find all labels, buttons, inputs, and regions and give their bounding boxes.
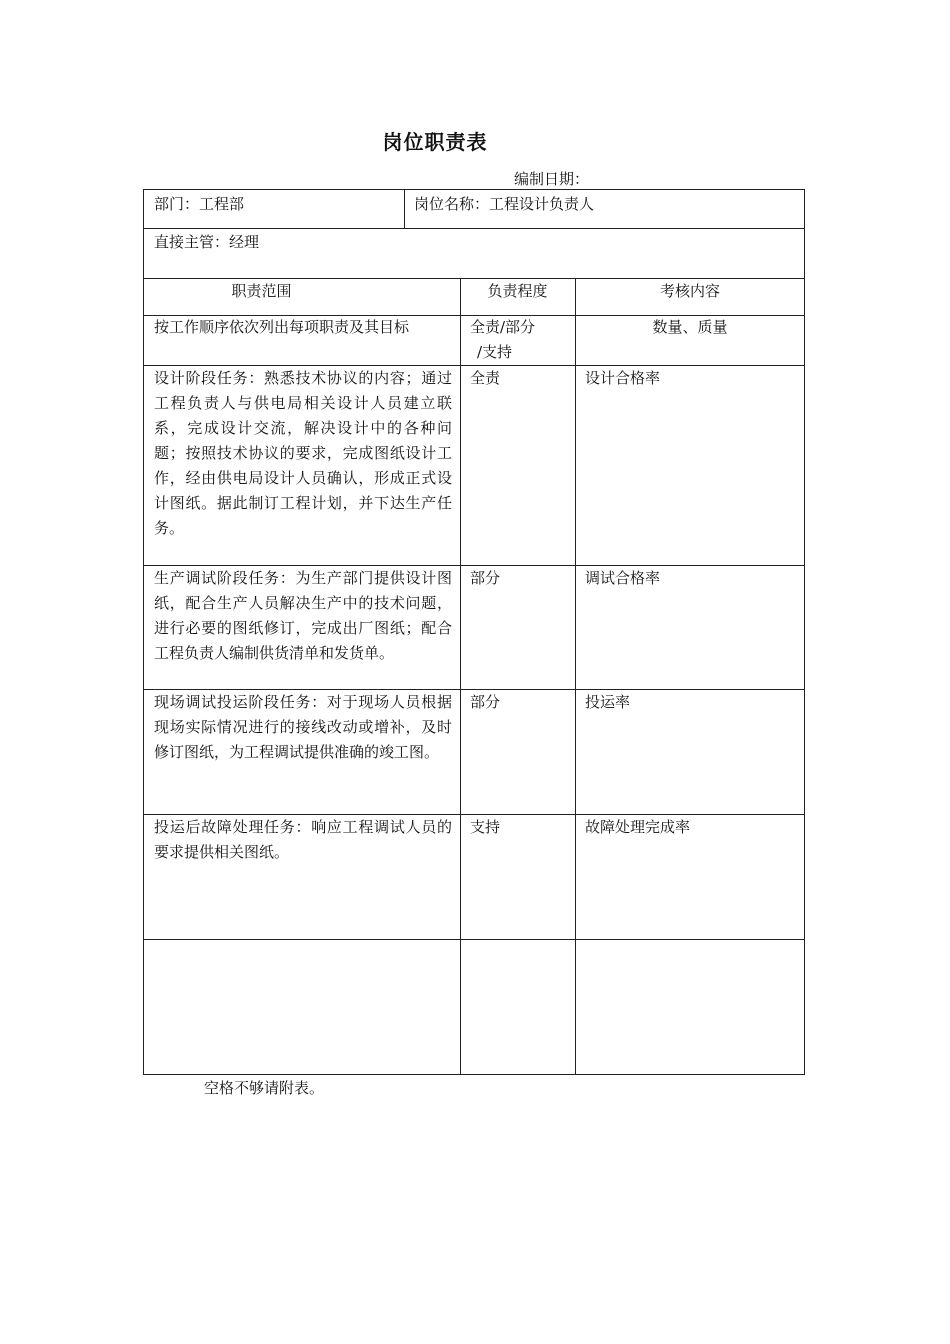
instruction-degree-line2: /支持	[477, 343, 513, 361]
duty-assessment: 设计合格率	[585, 369, 661, 387]
header-degree: 负责程度	[487, 282, 548, 300]
duty-assessment: 投运率	[585, 693, 631, 711]
duty-assessment: 调试合格率	[585, 569, 661, 587]
column-divider	[460, 278, 461, 1075]
duty-degree: 支持	[470, 818, 501, 836]
instruction-scope: 按工作顺序依次列出每项职责及其目标	[154, 318, 410, 336]
duty-scope: 投运后故障处理任务：响应工程调试人员的要求提供相关图纸。	[154, 818, 452, 861]
date-label: 编制日期：	[514, 170, 590, 188]
position-field: 岗位名称：工程设计负责人	[414, 195, 595, 213]
column-divider	[404, 190, 405, 228]
header-assessment: 考核内容	[659, 282, 720, 300]
empty-cell	[144, 940, 460, 1075]
footer-note: 空格不够请附表。	[204, 1079, 325, 1097]
duty-scope: 生产调试阶段任务：为生产部门提供设计图纸，配合生产人员解决生产中的技术问题，进行必要的图纸修订，完成出厂图纸；配合工程负责人编制供货清单和发货单。	[154, 569, 452, 662]
instruction-degree-line1: 全责/部分	[470, 318, 536, 336]
duty-scope: 现场调试投运阶段任务：对于现场人员根据现场实际情况进行的接线改动或增补，及时修订图纸，为工程调试提供准确的竣工图。	[154, 693, 452, 761]
header-scope: 职责范围	[231, 282, 292, 300]
row-divider	[144, 228, 804, 229]
duty-degree: 部分	[470, 569, 501, 587]
supervisor-field: 直接主管：经理	[154, 233, 260, 251]
duty-assessment: 故障处理完成率	[585, 818, 691, 836]
page-title: 岗位职责表	[382, 130, 488, 154]
duty-degree: 部分	[470, 693, 501, 711]
instruction-assessment: 数量、质量	[652, 318, 728, 336]
duty-table	[143, 189, 805, 1075]
duty-scope: 设计阶段任务：熟悉技术协议的内容；通过工程负责人与供电局相关设计人员建立联系，完成设计交流，解决设计中的各种问题；按照技术协议的要求，完成图纸设计工作，经由供电局设计人员确认，形成正式设计图纸。据此制订工程计划，并下达生产任务。	[154, 369, 452, 537]
duty-degree: 全责	[470, 369, 501, 387]
department-field: 部门：工程部	[154, 195, 245, 213]
column-divider	[575, 278, 576, 1075]
